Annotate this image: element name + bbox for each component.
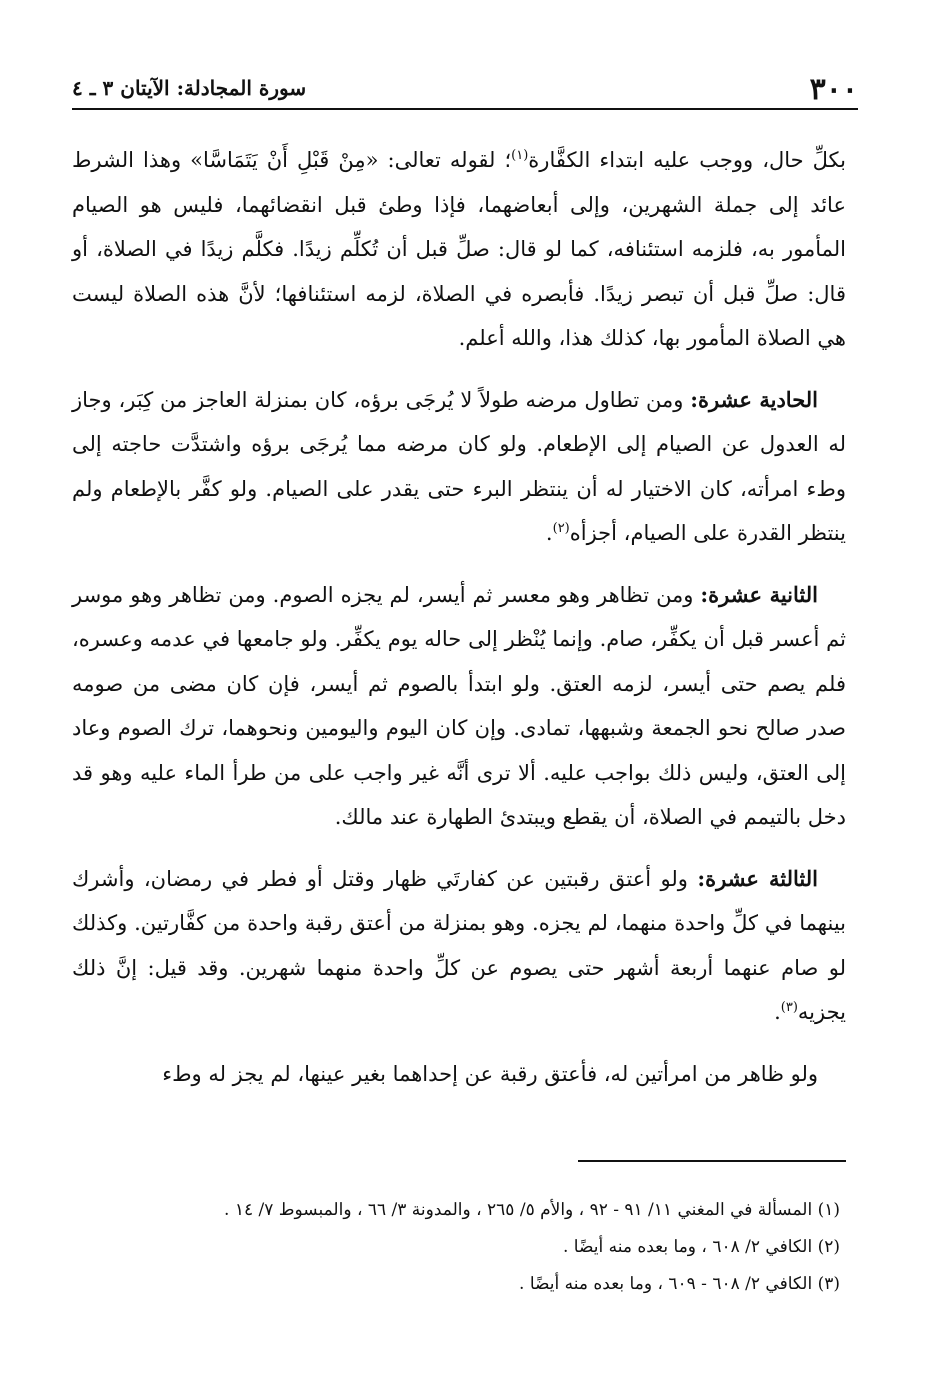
paragraph xyxy=(72,378,846,556)
paragraph-text: ومن تظاهر وهو معسر ثم أيسر، لم يجزه الصوم. ومن تظاهر وهو موسر ثم أعسر قبل أن يكفِّر، صام. وإنما يُنْظر إلى حاله يوم يكفِّر. ولو جامعها في عدمه وعسره، فلم يصم حتى أيسر، لزمه العتق. ولو ابتدأ بالصوم ثم أيسر، فإن كان مضى من صومه صدر صالح نحو الجمعة وشبهها، تمادى. وإن كان اليوم واليومين ونحوهما، ترك الصوم وعاد إلى العتق، وليس ذلك بواجب عليه. ألا ترى أنَّه غير واجب على من طرأ الماء عليه وهو قد دخل بالتيمم في الصلاة، أن يقطع ويبتدئ الطهارة عند مالك. xyxy=(72,582,846,829)
body-text xyxy=(72,138,846,1113)
paragraph xyxy=(72,573,846,840)
paragraph-text: ولو ظاهر من امرأتين له، فأعتق رقبة عن إحداهما بغير عينها، لم يجز له وطء xyxy=(162,1061,818,1086)
paragraph-text: بكلِّ حال، ووجب عليه ابتداء الكفَّارة xyxy=(528,148,846,172)
paragraph xyxy=(72,1052,846,1097)
footnote-marker: (٣) xyxy=(780,1000,798,1015)
paragraph-text-continued: ؛ لقوله تعالى: «مِنْ قَبْلِ أَنْ يَتَمَاسَّا» وهذا الشرط عائد إلى جملة الشهرين، وإلى أبعاضهما، فإذا وطئ قبل انقضائهما، فليس هو الصيام المأمور به، فلزمه استئنافه، كما لو قال: صلِّ قبل أن تُكلِّم زيدًا. فكلَّم زيدًا في الصلاة، أو قال: صلِّ قبل أن تبصر زيدًا. فأبصره في الصلاة، لزمه استئنافها؛ لأنَّ هذه الصلاة ليست هي الصلاة المأمور بها، كذلك هذا، والله أعلم. xyxy=(72,148,846,350)
paragraph xyxy=(72,857,846,1035)
paragraph-text: ومن تطاول مرضه طولاً لا يُرجَى برؤه، كان بمنزلة العاجز من كِبَر، وجاز له العدول عن الصيام إلى الإطعام. ولو كان مرضه مما يُرجَى برؤه واشتدَّت حاجته إلى وطء امرأته، كان الاختيار له أن ينتظر البرء حتى يقدر على الصيام. ولو كفَّر بالإطعام ولم ينتظر القدرة على الصيام، أجزأه xyxy=(72,387,846,545)
page-number: ٣٠٠ xyxy=(809,72,858,107)
paragraph-text-continued: . xyxy=(545,521,553,545)
paragraph-text-continued: . xyxy=(774,1000,781,1024)
footnote: (١) المسألة في المغني ١١/ ٩١ - ٩٢ ، والأم ٥/ ٢٦٥ ، والمدونة ٣/ ٦٦ ، والمبسوط ٧/ ١٤ . xyxy=(224,1200,840,1220)
paragraph xyxy=(72,138,846,361)
footnote: (٣) الكافي ٢/ ٦٠٨ - ٦٠٩ ، وما بعده منه أيضًا . xyxy=(519,1274,840,1294)
footnote-divider xyxy=(578,1160,846,1162)
paragraph-lead: الثانية عشرة: xyxy=(700,581,818,607)
page-header xyxy=(72,68,858,110)
footnote-marker: (١) xyxy=(511,148,529,163)
paragraph-lead: الحادية عشرة: xyxy=(690,386,818,412)
footnotes xyxy=(80,1192,840,1303)
footnote-marker: (٢) xyxy=(552,521,570,536)
paragraph-lead: الثالثة عشرة: xyxy=(697,865,818,891)
paragraph-text: ولو أعتق رقبتين عن كفارتَي ظهار وقتل أو فطر في رمضان، وأشرك بينهما في كلِّ واحدة منهما، لم يجزه. وهو بمنزلة من أعتق رقبة واحدة من كفَّارتين. وكذلك لو صام عنهما أربعة أشهر حتى يصوم عن كلِّ واحدة منهما شهرين. وقد قيل: إنَّ ذلك يجزيه xyxy=(72,866,846,1024)
footnote: (٢) الكافي ٢/ ٦٠٨ ، وما بعده منه أيضًا . xyxy=(563,1237,840,1257)
running-head: سورة المجادلة: الآيتان ٣ ـ ٤ xyxy=(72,76,307,100)
